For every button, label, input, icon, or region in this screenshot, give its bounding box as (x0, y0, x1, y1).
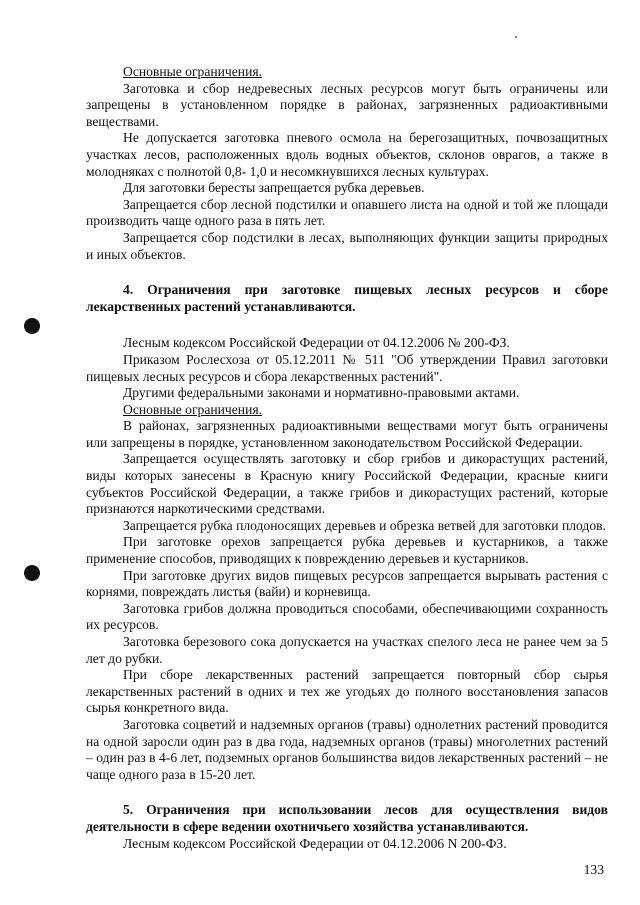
section4-paragraph-3: Запрещается рубка плодоносящих деревьев и обрезка ветвей для заготовки плодов. (123, 517, 606, 533)
section4-paragraph-5: При заготовке других видов пищевых ресурсов запрещается вырывать растения с корнями, повреждать листья (вайи) и корневища. (86, 567, 608, 600)
section4-subheading: Основные ограничения. (123, 401, 263, 417)
section3-paragraph-3: Для заготовки бересты запрещается рубка деревьев. (123, 180, 425, 196)
section4-heading: 4. Ограничения при заготовке пищевых лесных ресурсов и сборе лекарственных растений устанавливаются. (86, 282, 608, 314)
section4-act-3: Другими федеральными законами и нормативно-правовыми актами. (123, 385, 520, 401)
document-page (86, 64, 608, 852)
section4-act-2: Приказом Рослесхоза от 05.12.2011 № 511 "Об утверждении Правил заготовки пищевых лесных ресурсов и сбора лекарственных растений". (86, 351, 608, 384)
section4-paragraph-8: При сборе лекарственных растений запрещается повторный сбор сырья лекарственных растений в одних и тех же угодьях до полного восстановления запасов сырья конкретного вида. (86, 667, 608, 716)
section4-paragraph-2: Запрещается осуществлять заготовку и сбор грибов и дикорастущих растений, виды которых занесены в Красную книгу Российской Федерации, красные книги субъектов Российской Федерации, а также грибов и дикорастущих растений, которые признаются наркотическими средствами. (86, 451, 608, 517)
section3-paragraph-1: Заготовка и сбор недревесных лесных ресурсов могут быть ограничены или запрещены в установленном порядке в районах, загрязненных радиоактивными веществами. (86, 80, 608, 129)
binder-hole-top (24, 318, 40, 334)
page-number: 133 (583, 862, 604, 877)
section3-paragraph-4: Запрещается сбор лесной подстилки и опавшего листа на одной и той же площади производить чаще одного раза в пять лет. (86, 196, 608, 229)
scan-speck (515, 36, 517, 38)
section4-paragraph-7: Заготовка березового сока допускается на участках спелого леса не ранее чем за 5 лет до рубки. (86, 634, 608, 666)
section5-heading: 5. Ограничения при использовании лесов для осуществления видов деятельности в сфере ведении охотничьего хозяйства устанавливаются. (86, 802, 608, 834)
section3-subheading: Основные ограничения. (123, 64, 263, 79)
section4-paragraph-9: Заготовка соцветий и надземных органов (травы) однолетних растений проводится на одной заросли один раз в два года, надземных органов (травы) многолетних растений – один раз в 4-6 лет, подземных органов большинства видов лекарственных растений – не чаще одного раза в 15-20 лет. (86, 716, 608, 782)
section5-act-1: Лесным кодексом Российской Федерации от 04.12.2006 N 200-ФЗ. (123, 835, 507, 851)
section4-paragraph-6: Заготовка грибов должна проводиться способами, обеспечивающими сохранность их ресурсов. (86, 600, 608, 633)
section3-paragraph-5: Запрещается сбор подстилки в лесах, выполняющих функции защиты природных и иных объектов. (86, 229, 608, 262)
section4-paragraph-4: При заготовке орехов запрещается рубка деревьев и кустарников, а также применение способов, приводящих к повреждению деревьев и кустарников. (86, 534, 608, 567)
binder-hole-bottom (24, 565, 40, 581)
section3-paragraph-2: Не допускается заготовка пневого осмола на берегозащитных, почвозащитных участках лесов, расположенных вдоль водных объектов, склонов оврагов, а также в молодняках с полнотой 0,8- 1,0 и несомкнувшихся лесных культурах. (86, 130, 608, 179)
section4-act-1: Лесным кодексом Российской Федерации от 04.12.2006 № 200-ФЗ. (123, 335, 510, 351)
section4-paragraph-1: В районах, загрязненных радиоактивными веществами могут быть ограничены или запрещены в порядке, установленном законодательством Российской Федерации. (86, 418, 608, 450)
